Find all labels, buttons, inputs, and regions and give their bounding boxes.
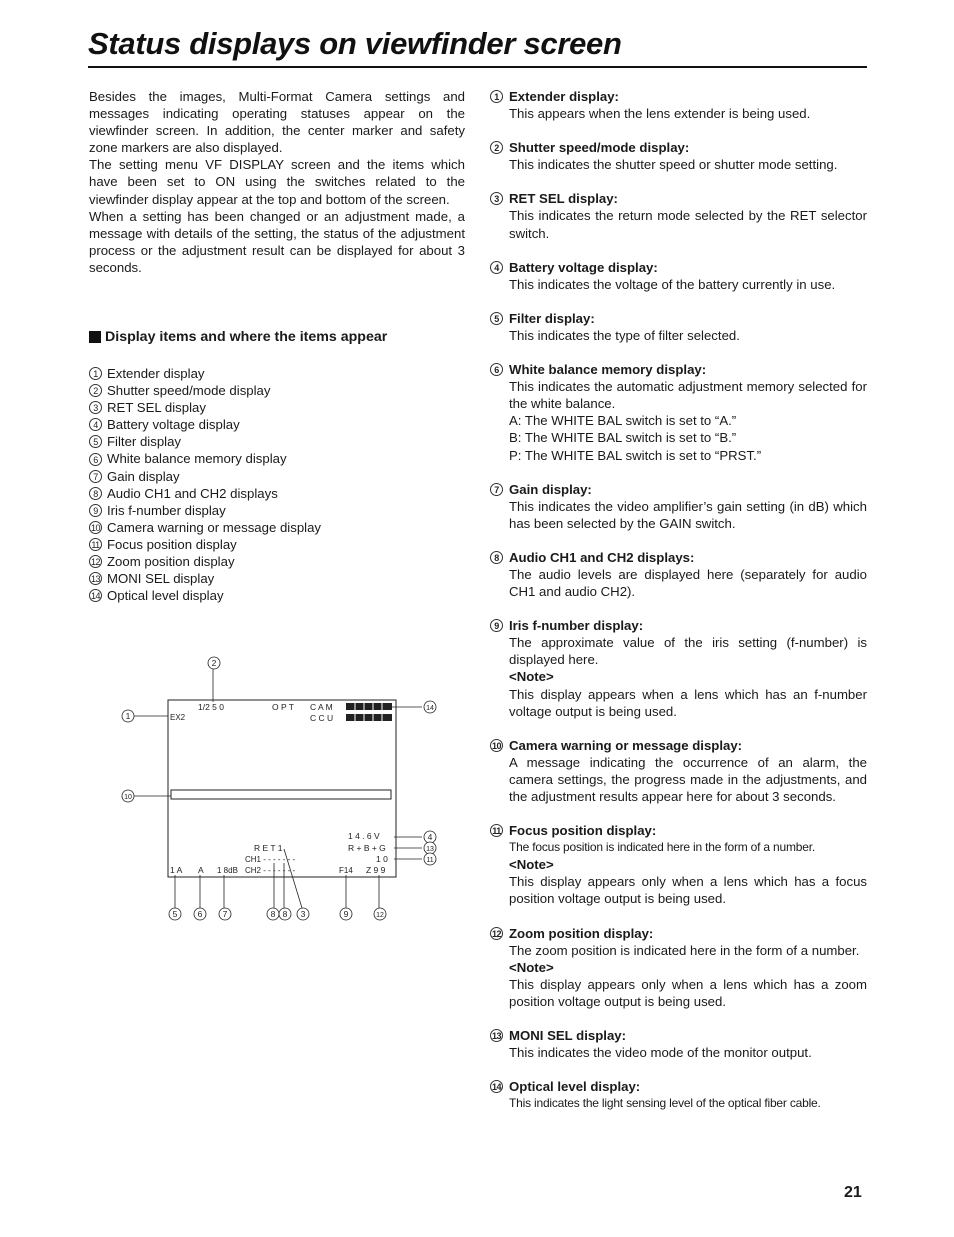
list-item-label: Shutter speed/mode display (107, 383, 271, 399)
cam-readout: C A M (310, 702, 333, 712)
list-item-label: Filter display (107, 434, 182, 450)
callout-2-icon (208, 657, 220, 669)
entry-heading: Audio CH1 and CH2 displays: (509, 549, 695, 565)
audio-ch2-readout: CH2 - - - - - - - (245, 866, 296, 875)
descriptions-column (490, 88, 867, 1129)
svg-text:2: 2 (211, 658, 217, 668)
callout-7-icon (219, 908, 231, 920)
entry-text: This indicates the type of filter selected. (509, 327, 740, 343)
note-text: This display appears only when a lens which has a focus position voltage output is being used. (509, 874, 867, 907)
shutter-readout: 1/2 5 0 (198, 702, 224, 712)
entry-heading: Shutter speed/mode display: (509, 140, 690, 156)
circled-number-icon: 3 (490, 192, 503, 205)
list-item (89, 365, 321, 382)
page-title: Status displays on viewfinder screen (88, 26, 622, 61)
entry-subitem: P: The WHITE BAL switch is set to “PRST.” (509, 447, 762, 463)
entry-heading: Camera warning or message display: (509, 737, 743, 753)
entry-heading: RET SEL display: (509, 191, 618, 207)
list-item (89, 536, 321, 553)
list-item-label: Gain display (107, 468, 180, 484)
entry-text: This indicates the return mode selected by the RET selector switch. (509, 208, 867, 241)
list-item (89, 519, 321, 536)
list-item (89, 416, 321, 433)
circled-number-icon: 13 (90, 574, 100, 585)
description-entry (490, 481, 867, 532)
callout-3-icon (297, 908, 309, 920)
entry-text: The audio levels are displayed here (separately for audio CH1 and audio CH2). (509, 566, 867, 600)
circled-number-icon: 7 (490, 483, 503, 496)
filter-readout: 1 A (170, 865, 183, 875)
list-item (89, 433, 321, 450)
title-rule (88, 66, 867, 68)
entry-text: This appears when the lens extender is being used. (509, 106, 811, 122)
description-entry (490, 139, 867, 173)
entry-heading: Filter display: (509, 310, 595, 326)
list-item-label: Camera warning or message display (107, 519, 322, 535)
entry-heading: Iris f-number display: (509, 618, 644, 634)
circled-number-icon: 14 (90, 591, 100, 602)
iris-readout: F14 (339, 866, 353, 875)
list-item-label: Audio CH1 and CH2 displays (107, 485, 278, 501)
square-bullet-icon (89, 331, 101, 343)
description-entry (490, 1078, 867, 1112)
zoom-readout: Z 9 9 (366, 865, 386, 875)
focus-readout: 1 0 (376, 854, 388, 864)
circled-number-icon: 5 (89, 435, 102, 448)
entry-text: This indicates the light sensing level of the optical fiber cable. (509, 1096, 821, 1111)
circled-number-icon: 2 (490, 141, 503, 154)
circled-number-icon: 2 (89, 384, 102, 397)
list-item-label: Iris f-number display (107, 502, 226, 518)
wb-readout: A (198, 865, 204, 875)
callout-8-icon (267, 908, 279, 920)
circled-number-icon: 5 (490, 312, 503, 325)
circled-number-icon: 6 (89, 453, 102, 466)
circled-number-icon: 7 (89, 470, 102, 483)
callout-5-icon (169, 908, 181, 920)
description-entry (490, 259, 867, 293)
callout-10-icon (122, 790, 134, 802)
list-item (89, 570, 321, 587)
circled-number-icon: 13 (491, 1031, 501, 1042)
list-item-label: MONI SEL display (107, 571, 215, 587)
description-entry (490, 617, 867, 720)
callout-4-icon (424, 831, 436, 843)
entry-text: The zoom position is indicated here in the form of a number. (509, 942, 860, 958)
circled-number-icon: 14 (491, 1082, 501, 1093)
entry-heading: Zoom position display: (509, 925, 654, 941)
circled-number-icon: 12 (90, 557, 100, 568)
circled-number-icon: 3 (89, 401, 102, 414)
svg-text:11: 11 (426, 857, 434, 864)
circled-number-icon: 12 (491, 928, 501, 939)
note-text: This display appears only when a lens which has a zoom position voltage output is being used. (509, 976, 867, 1009)
list-item-label: Focus position display (107, 536, 237, 552)
extender-readout: EX2 (170, 713, 186, 722)
list-item-label: White balance memory display (107, 451, 287, 467)
description-entry (490, 1027, 867, 1061)
callout-8-icon (279, 908, 291, 920)
entry-heading: Optical level display: (509, 1079, 641, 1095)
intro-paragraph: When a setting has been changed or an adjustment made, a message with details of the setting, the status of the adjustment process or the adjustment result can be displayed for about 3 seconds. (89, 208, 465, 275)
callout-6-icon (194, 908, 206, 920)
list-item (89, 382, 321, 399)
svg-text:13: 13 (426, 846, 434, 853)
circled-number-icon: 1 (89, 367, 102, 380)
list-item-label: Optical level display (107, 588, 224, 604)
svg-text:8: 8 (282, 909, 288, 919)
entry-text: This indicates the voltage of the battery currently in use. (509, 276, 836, 292)
entry-heading: Gain display: (509, 481, 592, 497)
entry-heading: Focus position display: (509, 823, 657, 839)
intro-text (89, 88, 465, 276)
circled-number-icon: 4 (490, 261, 503, 274)
entry-heading: Battery voltage display: (509, 259, 658, 275)
callout-12-icon (374, 908, 386, 920)
entry-heading: MONI SEL display: (509, 1028, 627, 1044)
note-label: <Note> (509, 959, 554, 975)
optical-level-bars (346, 703, 392, 721)
circled-number-icon: 10 (491, 740, 501, 751)
svg-text:12: 12 (376, 912, 384, 919)
circled-number-icon: 9 (89, 504, 102, 517)
description-entry (490, 737, 867, 805)
entry-subitem: B: The WHITE BAL switch is set to “B.” (509, 430, 737, 446)
description-entry (490, 549, 867, 600)
description-entry (490, 190, 867, 241)
callout-14-icon (424, 701, 436, 713)
battery-readout: 1 4 . 6 V (348, 831, 380, 841)
list-item (89, 468, 321, 485)
circled-number-icon: 11 (89, 538, 102, 551)
circled-number-icon: 4 (89, 418, 102, 431)
entry-text: This indicates the shutter speed or shutter mode setting. (509, 157, 838, 173)
gain-readout: 1 8dB (217, 866, 238, 875)
circled-number-icon: 6 (490, 363, 503, 376)
svg-text:5: 5 (172, 909, 178, 919)
intro-paragraph: The setting menu VF DISPLAY screen and the items which have been set to ON using the switches related to the viewfinder display appear at the top and bottom of the screen. (89, 157, 465, 207)
description-entry (490, 925, 867, 1010)
circled-number-icon: 11 (490, 824, 503, 837)
entry-text: The approximate value of the iris setting (f-number) is displayed here. (509, 635, 867, 668)
entry-heading: Extender display: (509, 89, 619, 104)
entry-text: This indicates the automatic adjustment memory selected for the white balance. (509, 379, 867, 412)
description-entry (490, 361, 867, 464)
callout-9-icon (340, 908, 352, 920)
intro-paragraph: Besides the images, Multi-Format Camera settings and messages indicating operating statuses appear on the viewfinder screen. In addition, the center marker and safety zone markers are also displayed. (89, 89, 465, 156)
list-item (89, 587, 321, 604)
entry-subitem: A: The WHITE BAL switch is set to “A.” (509, 413, 737, 429)
display-items-list (89, 365, 321, 604)
svg-text:10: 10 (124, 794, 132, 801)
note-label: <Note> (509, 857, 554, 873)
svg-text:4: 4 (427, 832, 433, 842)
audio-ch1-readout: CH1 - - - - - - - (245, 855, 296, 864)
entry-heading: White balance memory display: (509, 362, 707, 378)
entry-text: This indicates the video mode of the monitor output. (509, 1045, 812, 1061)
circled-number-icon: 8 (89, 487, 102, 500)
description-entry (490, 88, 867, 122)
svg-text:7: 7 (222, 909, 228, 919)
svg-text:14: 14 (426, 705, 434, 712)
circled-number-icon: 8 (490, 551, 503, 564)
list-item (89, 553, 321, 570)
svg-text:8: 8 (270, 909, 276, 919)
list-item-label: Zoom position display (107, 554, 235, 570)
svg-text:9: 9 (343, 909, 349, 919)
ccu-readout: C C U (310, 713, 334, 723)
list-item-label: Battery voltage display (107, 417, 240, 433)
note-label: <Note> (509, 669, 554, 685)
list-item-label: RET SEL display (107, 400, 206, 416)
list-item (89, 502, 321, 519)
list-item (89, 399, 321, 416)
list-item (89, 485, 321, 502)
list-item (89, 450, 321, 467)
svg-text:6: 6 (197, 909, 203, 919)
callout-13-icon (424, 842, 436, 854)
description-entry (490, 822, 867, 907)
callout-1-icon (122, 710, 134, 722)
circled-number-icon: 9 (490, 619, 503, 632)
section-heading-text: Display items and where the items appear (105, 329, 388, 345)
description-entry (490, 310, 867, 344)
list-item-label: Extender display (107, 366, 205, 381)
section-heading (89, 329, 387, 345)
circled-number-icon: 1 (490, 90, 503, 103)
note-text: This display appears when a lens which has an f-number voltage output is being used. (509, 686, 867, 719)
callout-11-icon (424, 853, 436, 865)
moni-readout: R + B + G (348, 843, 386, 853)
opt-readout: O P T (272, 702, 294, 712)
ret-readout: R E T 1 (254, 843, 283, 853)
svg-text:1: 1 (125, 711, 131, 721)
circled-number-icon: 10 (90, 522, 100, 533)
viewfinder-diagram (110, 650, 450, 930)
page-number: 21 (844, 1184, 862, 1201)
entry-text: The focus position is indicated here in the form of a number. (509, 840, 815, 855)
entry-text: A message indicating the occurrence of an alarm, the camera settings, the progress made in the adjustments, and the adjustment results appear here for about 3 seconds. (509, 754, 867, 804)
message-bar (171, 790, 391, 799)
entry-text: This indicates the video amplifier’s gain setting (in dB) which has been selected by the GAIN switch. (509, 498, 867, 531)
svg-text:3: 3 (300, 909, 306, 919)
